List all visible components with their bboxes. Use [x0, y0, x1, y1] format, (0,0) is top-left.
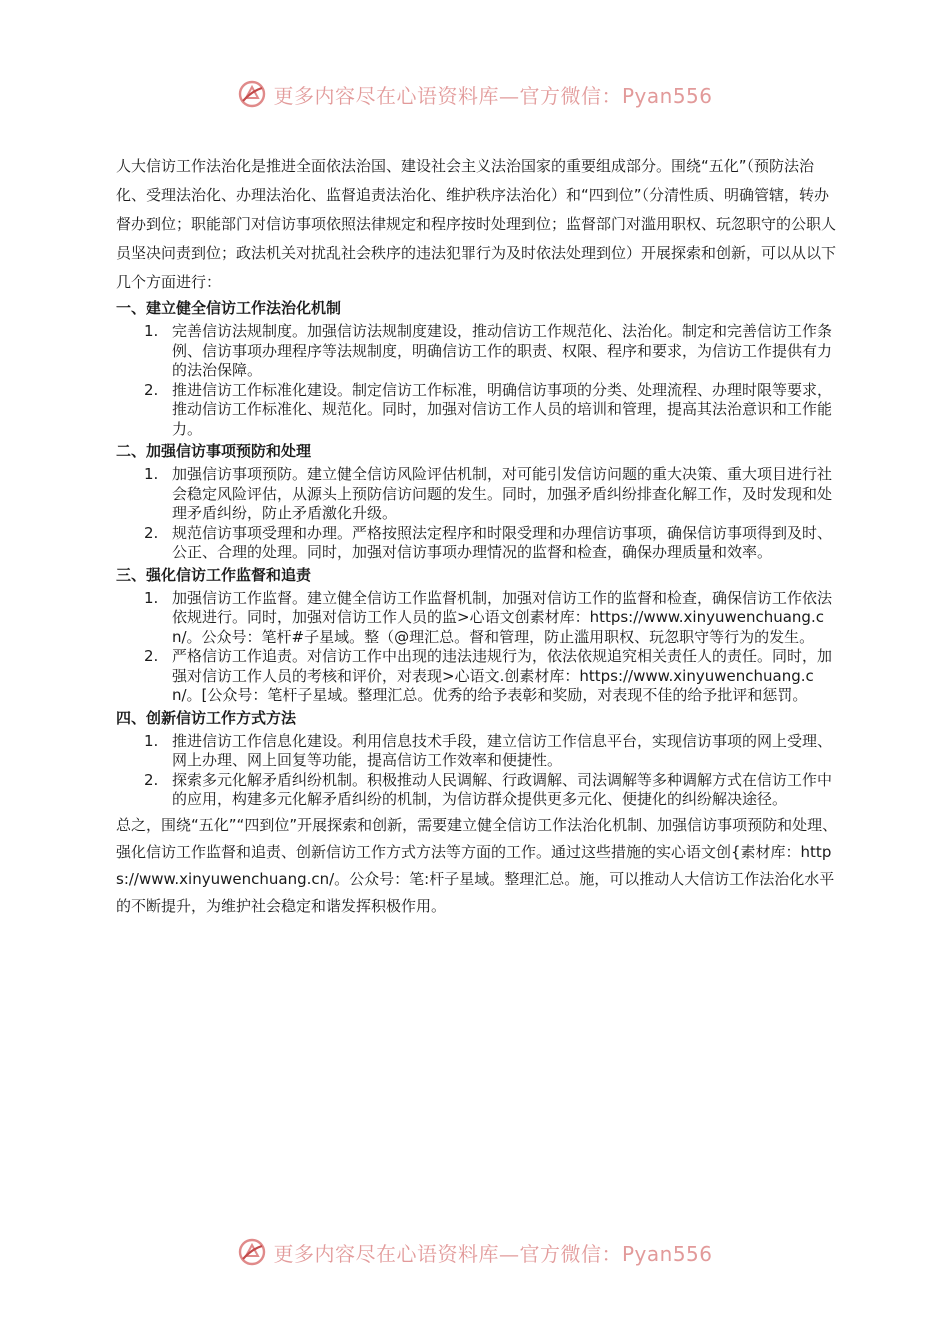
- section-list: [116, 732, 840, 810]
- list-item: [116, 322, 840, 381]
- section-list: [116, 322, 840, 439]
- item-number: 1.: [144, 588, 159, 607]
- summary-paragraph: 总之，围绕“五化”“四到位”开展探索和创新，需要建立健全信访工作法治化机制、加强信访事项预防和处理、强化信访工作监督和追责、创新信访工作方式方法等方面的工作。通过这些措施的实心语文创{素材库：https://www.xinyuwenchuang.cn/。公众号：笔:杆子星域。整理汇总。施，可以推动人大信访工作法治化水平的不断提升，为维护社会稳定和谐发挥积极作用。: [116, 815, 838, 915]
- header-watermark-banner: [0, 74, 950, 114]
- seal-logo-icon: [237, 79, 267, 109]
- item-number: 1.: [144, 322, 159, 340]
- footer-watermark-banner: [0, 1232, 950, 1272]
- list-item: [116, 381, 840, 440]
- banner-text: 更多内容尽在心语资料库—官方微信：Pyan556: [273, 1241, 713, 1266]
- item-number: 1.: [144, 465, 159, 483]
- item-text: 推进信访工作信息化建设。利用信息技术手段，建立信访工作信息平台，实现信访事项的网上受理、网上办理、网上回复等功能，提高信访工作效率和便捷性。: [172, 731, 833, 769]
- section-heading: 一、建立健全信访工作法治化机制: [116, 299, 342, 317]
- item-text: 推进信访工作标准化建设。制定信访工作标准，明确信访事项的分类、处理流程、办理时限等要求，推动信访工作标准化、规范化。同时，加强对信访工作人员的培训和管理，提高其法治意识和工作能力。: [172, 380, 833, 438]
- item-number: 1.: [144, 731, 159, 750]
- list-item: [116, 465, 840, 524]
- item-text: 完善信访法规制度。加强信访法规制度建设，推动信访工作规范化、法治化。制定和完善信访工作条例、信访事项办理程序等法规制度，明确信访工作的职责、权限、程序和要求，为信访工作提供有力的法治保障。: [172, 322, 833, 379]
- section-heading: 四、创新信访工作方式方法: [116, 708, 297, 727]
- section-list: [116, 589, 840, 706]
- item-number: 2.: [144, 380, 159, 399]
- section-list: [116, 465, 840, 563]
- item-text: 严格信访工作追责。对信访工作中出现的违法违规行为，依法依规追究相关责任人的责任。同时，加强对信访工作人员的考核和评价，对表现>心语文.创素材库：https://www.xinyuwenchuang.cn/。[公众号：笔杆子星域。整理汇总。优秀的给予表彰和奖励，对表现不佳的给予批评和惩罚。: [172, 647, 833, 704]
- banner-handle: Pyan556: [621, 1241, 713, 1266]
- list-item: [116, 524, 840, 563]
- item-number: 2.: [144, 647, 159, 665]
- banner-handle: Pyan556: [621, 83, 713, 108]
- banner-text: 更多内容尽在心语资料库—官方微信：Pyan556: [273, 83, 713, 108]
- section-heading: 三、强化信访工作监督和追责: [116, 565, 312, 584]
- item-text: 加强信访工作监督。建立健全信访工作监督机制，加强对信访工作的监督和检查，确保信访工作依法依规进行。同时，加强对信访工作人员的监>心语文创素材库：https://www.xinyuwenchuang.cn/。公众号：笔杆#子星域。整（@理汇总。督和管理，防止滥用职权、玩忽职守等行为的发生。: [172, 588, 833, 646]
- item-text: 探索多元化解矛盾纠纷机制。积极推动人民调解、行政调解、司法调解等多种调解方式在信访工作中的应用，构建多元化解矛盾纠纷的机制，为信访群众提供更多元化、便捷化的纠纷解决途径。: [172, 770, 833, 808]
- seal-logo-icon: [237, 1237, 267, 1267]
- intro-paragraph: 人大信访工作法治化是推进全面依法治国、建设社会主义法治国家的重要组成部分。围绕“五化”（预防法治化、受理法治化、办理法治化、监督追责法治化、维护秩序法治化）和“四到位”（分清性质、明确管辖，转办督办到位；职能部门对信访事项依照法律规定和程序按时处理到位；监督部门对滥用职权、玩忽职守的公职人员坚决问责到位；政法机关对扰乱社会秩序的违法犯罪行为及时依法处理到位）开展探索和创新，可以从以下几个方面进行：: [116, 157, 837, 291]
- item-text: 加强信访事项预防。建立健全信访风险评估机制，对可能引发信访问题的重大决策、重大项目进行社会稳定风险评估，从源头上预防信访问题的发生。同时，加强矛盾纠纷排查化解工作，及时发现和处理矛盾纠纷，防止矛盾激化升级。: [172, 465, 833, 522]
- item-number: 2.: [144, 770, 159, 789]
- list-item: [116, 647, 840, 706]
- section-heading: 二、加强信访事项预防和处理: [116, 442, 312, 460]
- document-body: [116, 152, 840, 920]
- list-item: [116, 771, 840, 810]
- item-number: 2.: [144, 523, 159, 542]
- item-text: 规范信访事项受理和办理。严格按照法定程序和时限受理和办理信访事项，确保信访事项得到及时、公正、合理的处理。同时，加强对信访事项办理情况的监督和检查，确保办理质量和效率。: [172, 523, 833, 561]
- list-item: [116, 732, 840, 771]
- list-item: [116, 589, 840, 648]
